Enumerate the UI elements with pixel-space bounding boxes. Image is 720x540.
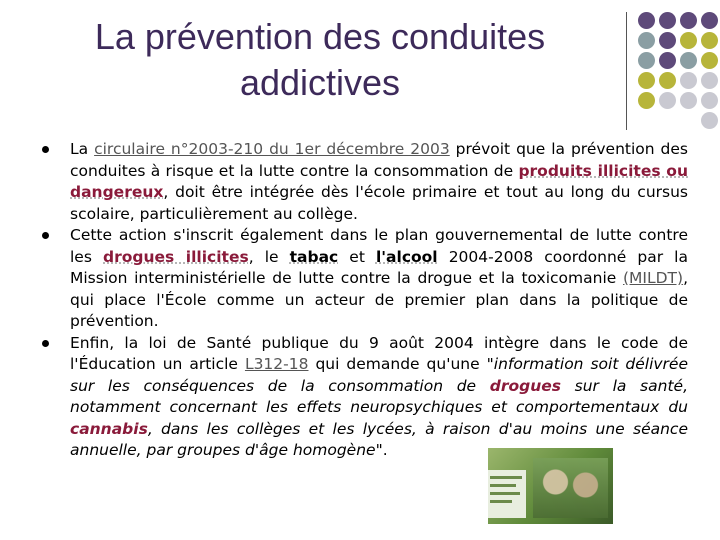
decorative-dot (659, 52, 676, 69)
decorative-dot (680, 92, 697, 109)
keyword-tabac[interactable]: tabac (289, 247, 339, 266)
decorative-dot-grid (638, 12, 718, 129)
thumbnail-photo (533, 458, 608, 518)
keyword-cannabis[interactable]: cannabis (70, 419, 148, 438)
text: ". (375, 441, 388, 459)
link-mildt[interactable]: (MILDT) (622, 269, 684, 287)
decorative-dot (638, 52, 655, 69)
decorative-dot (701, 92, 718, 109)
bullet-dot-icon (42, 232, 49, 239)
slide-title (40, 14, 600, 106)
title-line-2: addictives (239, 62, 401, 103)
decorative-dot (680, 52, 697, 69)
decorative-dot (701, 72, 718, 89)
title-line-1: La prévention des conduites (94, 16, 546, 57)
text: Cette action s'inscrit également dans le plan gouvernemental de lutte contre les (70, 226, 688, 266)
decorative-dot (659, 32, 676, 49)
text: , qui place l'École comme un acteur de premier plan dans la politique de prévention. (70, 269, 688, 330)
decorative-divider (626, 12, 627, 130)
decorative-dot (680, 32, 697, 49)
keyword-produits-illicites[interactable]: produits illicites ou dangereux (70, 161, 688, 201)
bullet-list (42, 139, 688, 462)
decorative-dot (680, 72, 697, 89)
decorative-dot (659, 12, 676, 29)
decorative-dot (680, 12, 697, 29)
bullet-dot-icon (42, 146, 49, 153)
brochure-thumbnail-image (488, 448, 613, 524)
quote-text: information soit délivrée sur les conséquences de la consommation de (70, 355, 688, 395)
keyword-drogues-illicites[interactable]: drogues illicites (103, 247, 249, 266)
decorative-dot (701, 52, 718, 69)
thumbnail-cover (488, 470, 526, 518)
bullet-item-loi-sante (42, 333, 688, 462)
text: 2004-2008 coordonné par la Mission interministérielle de lutte contre la drogue et la toxicomanie (70, 247, 688, 287)
decorative-dot (638, 72, 655, 89)
quote-text: sur la santé, notamment concernant les effets neuropsychiques et comportementaux du (70, 376, 688, 416)
keyword-drogues[interactable]: drogues (489, 376, 561, 395)
text: La (70, 140, 95, 158)
decorative-dot (680, 112, 697, 129)
decorative-dot (659, 112, 676, 129)
quote-text: , dans les collèges et les lycées, à raison d'au moins une séance annuelle, par groupes d'âge homogène (70, 419, 688, 459)
decorative-dot (638, 92, 655, 109)
decorative-dot (701, 112, 718, 129)
decorative-dot (638, 12, 655, 29)
text: , le (248, 247, 290, 266)
decorative-dot (638, 32, 655, 49)
decorative-dot (701, 12, 718, 29)
decorative-dot (701, 32, 718, 49)
text: , doit être intégrée dès l'école primaire et tout au long du cursus scolaire, particulièrement au collège. (70, 183, 688, 223)
bullet-dot-icon (42, 340, 49, 347)
decorative-dot (659, 92, 676, 109)
bullet-item-plan-gouvernemental (42, 225, 688, 333)
link-circulaire[interactable]: circulaire n°2003-210 du 1er décembre 2003 (94, 140, 450, 158)
link-l312-18[interactable]: L312-18 (244, 355, 309, 373)
bullet-item-circulaire (42, 139, 688, 225)
text: Enfin, la loi de Santé publique du 9 août 2004 intègre dans le code de l'Éducation un article (70, 333, 688, 373)
decorative-dot (659, 72, 676, 89)
text: et (338, 247, 376, 266)
text: prévoit que la prévention des conduites à risque et la lutte contre la consommation de (70, 140, 688, 180)
text: qui demande qu'une " (308, 355, 494, 373)
decorative-dot (638, 112, 655, 129)
keyword-alcool[interactable]: l'alcool (375, 247, 438, 266)
